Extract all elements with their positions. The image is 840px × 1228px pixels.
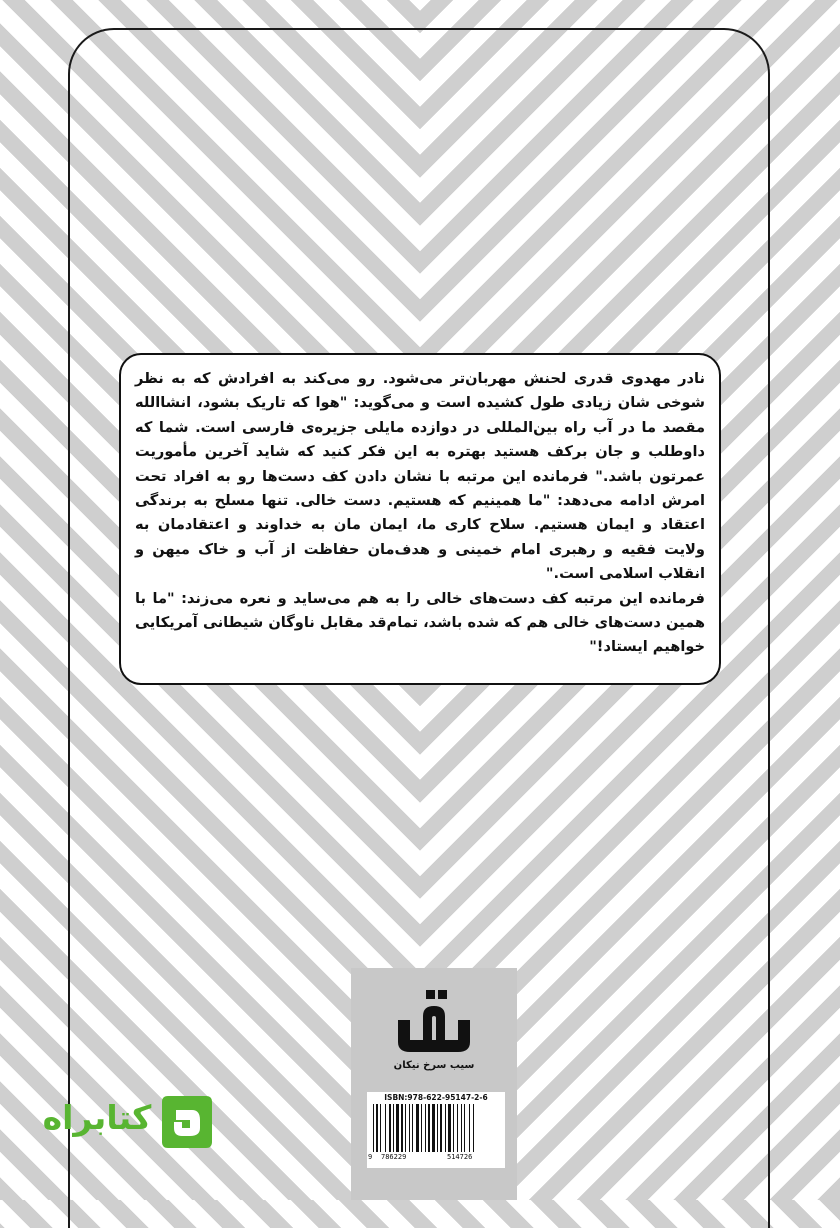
publisher-panel (351, 968, 517, 1200)
barcode-bars (373, 1104, 499, 1152)
ketabrah-logo-icon (160, 1092, 214, 1152)
store-label: کتابراه (42, 1098, 152, 1137)
back-cover-excerpt (119, 353, 721, 685)
excerpt-paragraph-1: نادر مهدوی قدری لحنش مهربان‌تر می‌شود. رو می‌کند به افرادش که به نظر شوخی شان زیادی طول کشیده است و می‌گوید: "هوا که تاریک بشود، انشاالله مقصد ما در آب راه بین‌المللی در دوازده مایلی جزیره‌ی فارسی است. شما که داوطلب و جان برکف هستید بهتره به این فکر کنید که شاید آخرین مأموریت عمرتون باشد." فرمانده این مرتبه با نشان دادن کف دست‌ها رو به افراد تحت امرش ادامه می‌دهد: "ما همینیم که هستیم. دست خالی. تنها مسلح به برندگی اعتقاد و ایمان هستیم. سلاح کاری ما، ایمان مان به خداوند و اعتقادمان به ولایت فقیه و رهبری امام خمینی و هدف‌مان حفاظت از آب و خاک میهن و انقلاب اسلامی است." (135, 370, 705, 583)
publisher-logo-icon (392, 990, 476, 1054)
publisher-name: سیب سرخ نیکان (393, 1060, 475, 1071)
excerpt-paragraph-2: فرمانده این مرتبه کف دست‌های خالی را به هم می‌ساید و نعره می‌زند: "ما با همین دست‌های خالی هم که شده باشد، تمام‌قد مقابل ناوگان شیطانی آمریکایی خواهیم ایستاد!" (135, 589, 705, 656)
isbn-label: ISBN:978-622-95147-2-6 (384, 1093, 488, 1102)
ketabrah-brand (38, 1092, 214, 1162)
barcode-lead-digit: 9 (368, 1153, 373, 1161)
barcode-group-1: 786229 (381, 1153, 407, 1161)
barcode-group-2: 514726 (447, 1153, 473, 1161)
barcode (367, 1092, 505, 1168)
